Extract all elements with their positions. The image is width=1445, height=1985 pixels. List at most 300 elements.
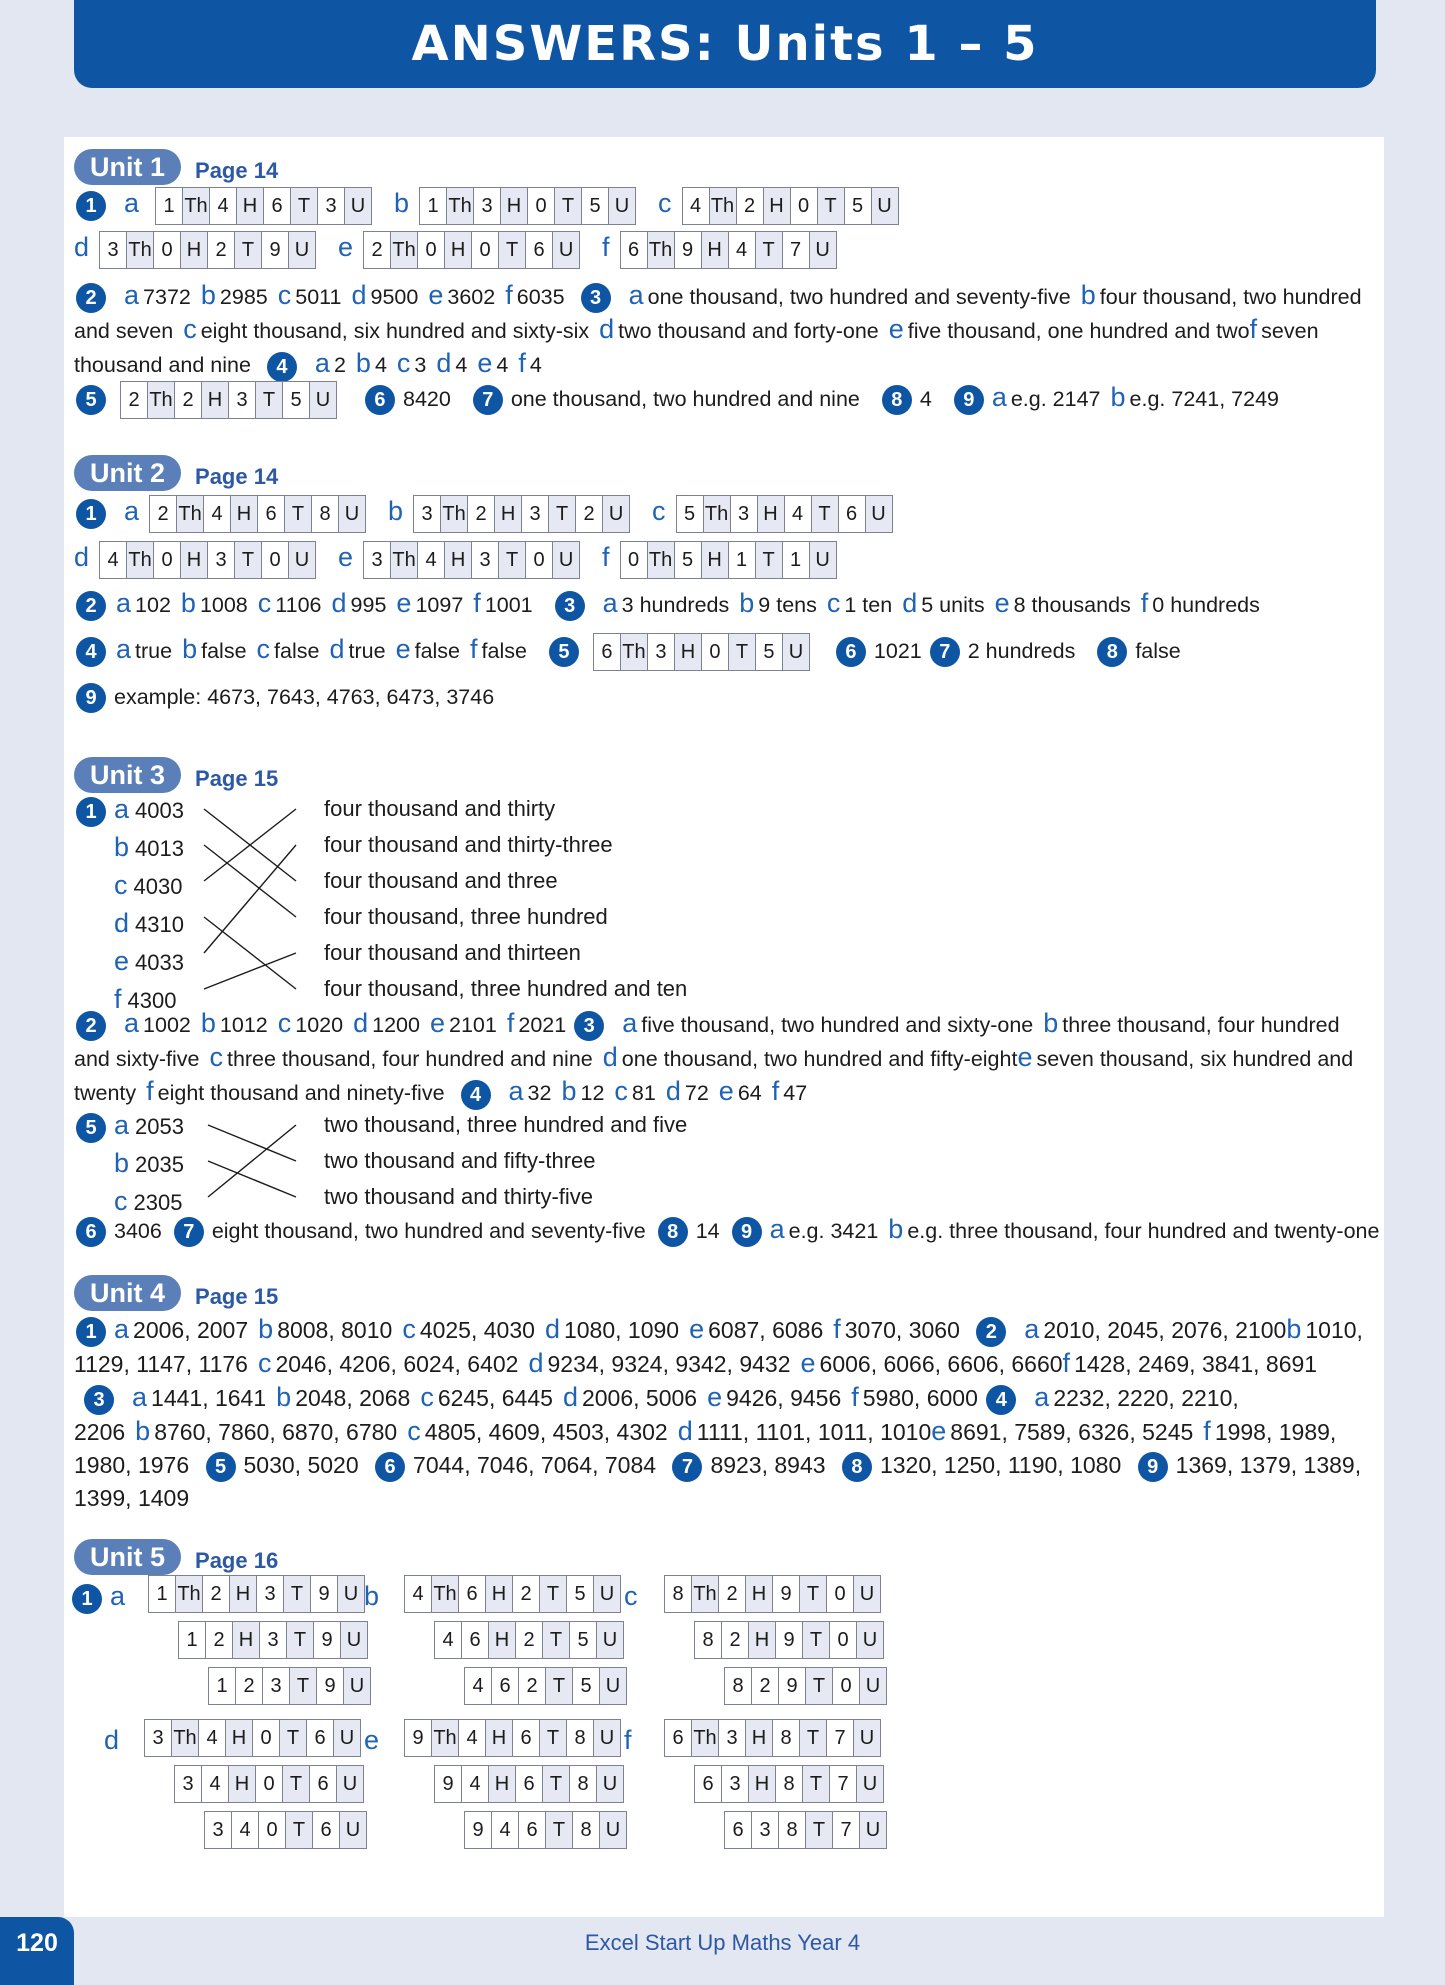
u1-q1-row1: 1 a 1 Th 4 H 6 T 3 U b 1 Th 3 H 0 T 5 U c 4 Th 2 H 0 T 5 U [74,187,1364,225]
u3-q1-right: four thousand and thirty four thousand and thirty-three four thousand and three four thousand, three hundred four thousand and thirteen four thousand, three hundred and ten [324,796,688,1001]
u1-q2-q4: 2 a 7372 b 2985 c 5011 d 9500 e 3602 f 6035 3 a one thousand, two hundred and seventy-five b four thousand, two hundred and seven c eight thousand, six hundred and sixty-six d two thousand and forty-one e five thousand, one hundred and twof seven thousand and nine 4 a 2 b 4 c 3 d 4 e 4 f 4 [74,279,1364,382]
place-value-cell: 4 [100,542,127,578]
place-value-cell: H [675,634,702,670]
page-number: 120 [0,1917,74,1985]
place-value-cell: T [540,1576,567,1612]
place-value-cell: Th [710,188,737,224]
place-value-cell: U [553,542,579,578]
place-value-cell: H [501,188,528,224]
part-letter: b [364,1581,380,1611]
place-value-cell: H [486,1720,513,1756]
place-value-cell: T [284,1576,311,1612]
place-value-cell: 6 [665,1720,692,1756]
place-value-cell: T [499,542,526,578]
place-value-cell: 9 [311,1576,338,1612]
place-value-box [664,1575,881,1613]
place-value-cell: 0 [791,188,818,224]
place-value-box [120,381,337,419]
place-value-cell: U [344,1668,370,1704]
place-value-cell: 3 [472,542,499,578]
place-value-cell: U [337,1766,363,1802]
place-value-cell: 2 [364,232,391,268]
place-value-cell: U [854,1720,880,1756]
place-value-cell: 4 [683,188,710,224]
place-value-cell: U [310,382,336,418]
place-value-cell: 2 [468,496,495,532]
place-value-box [724,1811,887,1849]
place-value-cell: 0 [154,232,181,268]
place-value-cell: 5 [283,382,310,418]
place-value-box [404,1719,621,1757]
place-value-cell: 4 [465,1668,492,1704]
place-value-cell: Th [648,232,675,268]
place-value-cell: H [237,188,264,224]
place-value-cell: 1 [420,188,447,224]
place-value-cell: Th [391,542,418,578]
place-value-box [148,1575,365,1613]
place-value-cell: U [289,542,315,578]
place-value-box [204,1811,367,1849]
place-value-cell: Th [172,1720,199,1756]
place-value-cell: 5 [582,188,609,224]
part-letter: f [624,1725,632,1755]
place-value-cell: H [181,232,208,268]
question-number: 1 [72,1584,102,1614]
place-value-cell: T [286,1812,313,1848]
place-value-cell: 3 [100,232,127,268]
place-value-cell: 6 [258,496,285,532]
u2-q4-q8: 4 a true b false c false d true e false f false 5 6 Th 3 H 0 T 5 U 6 1021 7 2 hundreds 8 false [74,633,1364,671]
place-value-cell: H [489,1622,516,1658]
place-value-cell: T [540,1720,567,1756]
place-value-cell: 4 [435,1622,462,1658]
place-value-cell: H [764,188,791,224]
place-value-cell: 8 [573,1812,600,1848]
place-value-cell: U [600,1812,626,1848]
place-value-cell: Th [692,1576,719,1612]
place-value-cell: 4 [202,1766,229,1802]
place-value-cell: 9 [262,232,289,268]
place-value-cell: 8 [776,1766,803,1802]
place-value-cell: 3 [208,542,235,578]
place-value-cell: 8 [773,1720,800,1756]
u1-q1-row2: d 3 Th 0 H 2 T 9 U e 2 Th 0 H 0 T 6 U f 6 Th 9 H 4 T 7 U [74,231,1364,269]
place-value-cell: T [803,1766,830,1802]
place-value-cell: 6 [516,1766,543,1802]
place-value-cell: H [231,496,258,532]
place-value-cell: H [746,1720,773,1756]
place-value-cell: 3 [318,188,345,224]
place-value-box [694,1765,884,1803]
place-value-cell: 2 [722,1622,749,1658]
place-value-cell: 3 [257,1576,284,1612]
place-value-cell: 5 [675,542,702,578]
place-value-cell: 9 [779,1668,806,1704]
place-value-box [682,187,899,225]
place-value-cell: 9 [317,1668,344,1704]
place-value-cell: 2 [206,1622,233,1658]
place-value-cell: U [597,1622,623,1658]
place-value-cell: 0 [256,1766,283,1802]
place-value-cell: 2 [175,382,202,418]
place-value-cell: U [594,1576,620,1612]
place-value-cell: H [702,232,729,268]
place-value-cell: T [803,1622,830,1658]
place-value-cell: 2 [236,1668,263,1704]
place-value-box [434,1765,624,1803]
part-letter: a [110,1581,126,1611]
place-value-cell: 5 [756,634,783,670]
place-value-cell: 5 [567,1576,594,1612]
place-value-cell: 2 [516,1622,543,1658]
place-value-cell: Th [177,496,204,532]
place-value-cell: T [283,1766,310,1802]
place-value-cell: 1 [209,1668,236,1704]
place-value-cell: U [872,188,898,224]
place-value-cell: U [600,1668,626,1704]
place-value-cell: 0 [154,542,181,578]
place-value-cell: H [749,1622,776,1658]
place-value-cell: 0 [827,1576,854,1612]
place-value-cell: H [486,1576,513,1612]
place-value-cell: T [543,1766,570,1802]
place-value-cell: 2 [737,188,764,224]
place-value-cell: 0 [253,1720,280,1756]
place-value-cell: T [235,232,262,268]
place-value-cell: 3 [175,1766,202,1802]
u1-q5-q9: 5 2 Th 2 H 3 T 5 U 6 8420 7 one thousand, two hundred and nine 8 4 9 a e.g. 2147 b e.g. 7241, 7249 [74,381,1364,419]
place-value-cell: U [597,1766,623,1802]
place-value-cell: 0 [259,1812,286,1848]
place-value-cell: T [287,1622,314,1658]
place-value-box [208,1667,371,1705]
place-value-cell: H [445,232,472,268]
place-value-cell: 1 [156,188,183,224]
place-value-cell: H [202,382,229,418]
u2-q1-row1: 1 a 2 Th 4 H 6 T 8 U b 3 Th 2 H 3 T 2 U c 5 Th 3 H 4 T 6 U [74,495,1364,533]
place-value-cell: 0 [526,542,553,578]
place-value-cell: U [857,1766,883,1802]
place-value-cell: U [345,188,371,224]
u5-part-d [104,1725,123,1756]
place-value-cell: 0 [830,1622,857,1658]
place-value-cell: 7 [827,1720,854,1756]
u5-part-f [624,1725,636,1756]
place-value-cell: H [489,1766,516,1802]
place-value-cell: 2 [719,1576,746,1612]
place-value-cell: 7 [833,1812,860,1848]
unit-label: Unit 1 [74,149,181,185]
place-value-cell: Th [127,542,154,578]
place-value-cell: Th [432,1576,459,1612]
place-value-box [419,187,636,225]
place-value-cell: U [860,1812,886,1848]
place-value-cell: 3 [474,188,501,224]
place-value-cell: 6 [526,232,553,268]
place-value-cell: 8 [312,496,339,532]
place-value-cell: 9 [465,1812,492,1848]
place-value-cell: H [702,542,729,578]
place-value-cell: U [866,496,892,532]
place-value-cell: 2 [752,1668,779,1704]
place-value-box [620,231,837,269]
place-value-box [155,187,372,225]
place-value-cell: T [499,232,526,268]
place-value-cell: 3 [414,496,441,532]
place-value-cell: T [555,188,582,224]
place-value-cell: T [806,1812,833,1848]
place-value-cell: 4 [204,496,231,532]
place-value-cell: 6 [513,1720,540,1756]
u4-answers: 1 a 2006, 2007 b 8008, 8010 c 4025, 4030 d 1080, 1090 e 6087, 6086 f 3070, 3060 2 a 2010, 2045, 2076, 2100b 1010, 1129, 1147, 1176 c 2046, 4206, 6024, 6402 d 9234, 9324, 9342, 9432 e 6006, 6066, 6606, 6660f 1428, 2469, 3841, 8691 3 a 1441, 1641 b 2048, 2068 c 6245, 6445 d 2006, 5006 e 9426, 9456 f 5980, 6000 4 a 2232, 2220, 2210, 2206 b 8760, 7860, 6870, 6780 c 4805, 4609, 4503, 4302 d 1111, 1101, 1011, 1010e 8691, 7589, 6326, 5245 f 1998, 1989, 1980, 1976 5 5030, 5020 6 7044, 7046, 7064, 7084 7 8923, 8943 8 1320, 1250, 1190, 1080 9 1369, 1379, 1389, 1399, 1409 [74,1314,1363,1511]
unit-2-heading: Unit 2 Page 14 [74,455,278,491]
place-value-cell: 8 [725,1668,752,1704]
place-value-cell: 6 [492,1668,519,1704]
place-value-cell: 7 [783,232,810,268]
place-value-cell: T [285,496,312,532]
place-value-cell: 8 [779,1812,806,1848]
place-value-cell: U [857,1622,883,1658]
place-value-box [464,1667,627,1705]
place-value-cell: H [495,496,522,532]
place-value-box [174,1765,364,1803]
u3-q6-q9: 6 3406 7 eight thousand, two hundred and seventy-five 8 14 9 a e.g. 3421 b e.g. three thousand, four hundred and twenty-one [74,1213,1364,1247]
place-value-cell: T [546,1668,573,1704]
place-value-cell: U [810,542,836,578]
place-value-cell: 9 [773,1576,800,1612]
place-value-cell: 8 [665,1576,692,1612]
place-value-cell: 4 [785,496,812,532]
place-value-cell: Th [148,382,175,418]
place-value-cell: H [233,1622,260,1658]
place-value-cell: 3 [364,542,391,578]
place-value-cell: 4 [405,1576,432,1612]
answer-sheet [64,137,1384,1917]
u5-part-b [364,1581,383,1612]
place-value-cell: T [756,232,783,268]
place-value-cell: T [818,188,845,224]
place-value-cell: 5 [677,496,704,532]
place-value-cell: 5 [845,188,872,224]
place-value-box [664,1719,881,1757]
place-value-cell: 9 [435,1766,462,1802]
place-value-cell: 1 [729,542,756,578]
place-value-cell: Th [692,1720,719,1756]
place-value-cell: 6 [519,1812,546,1848]
place-value-cell: 5 [570,1622,597,1658]
place-value-cell: 6 [310,1766,337,1802]
place-value-cell: 8 [570,1766,597,1802]
place-value-cell: 6 [313,1812,340,1848]
place-value-cell: 7 [830,1766,857,1802]
place-value-cell: 0 [418,232,445,268]
place-value-box [434,1621,624,1659]
part-letter: c [624,1581,638,1611]
place-value-cell: 3 [260,1622,287,1658]
place-value-cell: T [549,496,576,532]
place-value-cell: 3 [263,1668,290,1704]
place-value-cell: 0 [833,1668,860,1704]
unit-1-heading [74,149,278,185]
unit-page-ref: Page 14 [195,158,279,183]
u3-q1-matching-lines [200,791,320,1007]
place-value-cell: 6 [264,188,291,224]
place-value-cell: 0 [472,232,499,268]
u5-part-e [364,1725,383,1756]
place-value-cell: 2 [519,1668,546,1704]
place-value-cell: U [603,496,629,532]
u3-q5-matching-lines [204,1107,324,1215]
place-value-cell: Th [432,1720,459,1756]
place-value-cell: U [854,1576,880,1612]
place-value-cell: U [594,1720,620,1756]
place-value-cell: 1 [149,1576,176,1612]
place-value-cell: T [546,1812,573,1848]
place-value-cell: T [280,1720,307,1756]
u3-q1-left: 1 a 4003 b 4013 c 4030 d 4310 e 4033 f 4300 [74,791,184,1019]
place-value-cell: 6 [725,1812,752,1848]
place-value-cell: 9 [314,1622,341,1658]
place-value-cell: 5 [573,1668,600,1704]
place-value-cell: Th [441,496,468,532]
place-value-cell: T [812,496,839,532]
u2-q2-q3: 2 a 102 b 1008 c 1106 d 995 e 1097 f 1001 3 a 3 hundreds b 9 tens c 1 ten d 5 units e 8 thousands f 0 hundreds [74,587,1364,621]
place-value-cell: 6 [459,1576,486,1612]
place-value-cell: 0 [621,542,648,578]
place-value-cell: U [289,232,315,268]
place-value-cell: U [860,1668,886,1704]
place-value-cell: 6 [695,1766,722,1802]
place-value-cell: 4 [729,232,756,268]
unit-5-heading: Unit 5 Page 16 [74,1539,278,1575]
place-value-cell: Th [621,634,648,670]
place-value-cell: 3 [722,1766,749,1802]
place-value-cell: H [445,542,472,578]
place-value-cell: Th [127,232,154,268]
place-value-cell: 3 [648,634,675,670]
place-value-cell: T [806,1668,833,1704]
place-value-cell: 6 [621,232,648,268]
place-value-cell: 3 [229,382,256,418]
place-value-box [178,1621,368,1659]
place-value-cell: H [758,496,785,532]
place-value-cell: 9 [776,1622,803,1658]
u5-part-a [70,1581,129,1614]
place-value-cell: U [810,232,836,268]
u3-q5-right: two thousand, three hundred and five two thousand and fifty-three two thousand and thirty-five [324,1112,688,1209]
place-value-cell: 4 [459,1720,486,1756]
place-value-box [144,1719,361,1757]
u2-q1-row2: d 4 Th 0 H 3 T 0 U e 3 Th 4 H 3 T 0 U f 0 Th 5 H 1 T 1 U [74,541,1364,579]
place-value-cell: H [181,542,208,578]
place-value-cell: T [291,188,318,224]
place-value-cell: 6 [839,496,866,532]
place-value-cell: 2 [121,382,148,418]
place-value-cell: 4 [492,1812,519,1848]
place-value-cell: 3 [752,1812,779,1848]
place-value-cell: U [609,188,635,224]
place-value-cell: 3 [205,1812,232,1848]
place-value-cell: U [341,1622,367,1658]
place-value-cell: T [235,542,262,578]
place-value-cell: U [340,1812,366,1848]
place-value-cell: 4 [232,1812,259,1848]
place-value-box [404,1575,621,1613]
place-value-cell: 4 [462,1766,489,1802]
place-value-box [694,1621,884,1659]
unit-4-heading: Unit 4 Page 15 [74,1275,278,1311]
place-value-cell: 3 [145,1720,172,1756]
place-value-cell: 9 [675,232,702,268]
place-value-cell: U [338,1576,364,1612]
place-value-cell: Th [176,1576,203,1612]
place-value-cell: 4 [210,188,237,224]
place-value-cell: U [339,496,365,532]
place-value-cell: T [543,1622,570,1658]
place-value-cell: T [756,542,783,578]
place-value-cell: T [256,382,283,418]
place-value-cell: 1 [783,542,810,578]
place-value-cell: Th [704,496,731,532]
place-value-cell: 2 [513,1576,540,1612]
place-value-cell: 0 [528,188,555,224]
place-value-cell: Th [447,188,474,224]
place-value-cell: H [746,1576,773,1612]
place-value-cell: 3 [719,1720,746,1756]
place-value-cell: 2 [203,1576,230,1612]
place-value-cell: 8 [695,1622,722,1658]
part-letter: d [104,1725,120,1755]
place-value-cell: Th [391,232,418,268]
place-value-cell: T [290,1668,317,1704]
place-value-cell: 4 [418,542,445,578]
u5-part-c [624,1581,642,1612]
u3-q5-left: 5 a 2053 b 2035 c 2305 [74,1107,184,1221]
place-value-cell: 8 [567,1720,594,1756]
place-value-cell: U [553,232,579,268]
part-letter: e [364,1725,380,1755]
book-title: Excel Start Up Maths Year 4 [584,1930,861,1955]
place-value-cell: 2 [150,496,177,532]
place-value-cell: Th [183,188,210,224]
place-value-cell: 0 [702,634,729,670]
place-value-cell: U [783,634,809,670]
place-value-cell: 1 [179,1622,206,1658]
place-value-box [464,1811,627,1849]
place-value-cell: T [800,1576,827,1612]
u3-q2-q4: 2 a 1002 b 1012 c 1020 d 1200 e 2101 f 2021 3 a five thousand, two hundred and sixty-one b three thousand, four hundred and sixty-five c three thousand, four hundred and nine d one thousand, two hundred and fifty-eighte seven thousand, six hundred and twenty f eight thousand and ninety-five 4 a 32 b 12 c 81 d 72 e 64 f 47 [74,1007,1364,1110]
page-header [74,0,1376,88]
place-value-cell: 0 [262,542,289,578]
place-value-cell: H [230,1576,257,1612]
u2-q9: 9 example: 4673, 7643, 4763, 6473, 3746 [74,681,1364,713]
place-value-cell: 6 [462,1622,489,1658]
place-value-cell: H [229,1766,256,1802]
place-value-cell: T [729,634,756,670]
place-value-cell: U [334,1720,360,1756]
page-title: ANSWERS: Units 1 – 5 [411,16,1039,72]
place-value-cell: H [749,1766,776,1802]
place-value-cell: 6 [594,634,621,670]
place-value-cell: Th [648,542,675,578]
place-value-cell: 3 [522,496,549,532]
place-value-cell: 2 [576,496,603,532]
place-value-box [724,1667,887,1705]
place-value-box [99,231,316,269]
place-value-box [363,231,580,269]
place-value-cell: H [226,1720,253,1756]
place-value-cell: 3 [731,496,758,532]
